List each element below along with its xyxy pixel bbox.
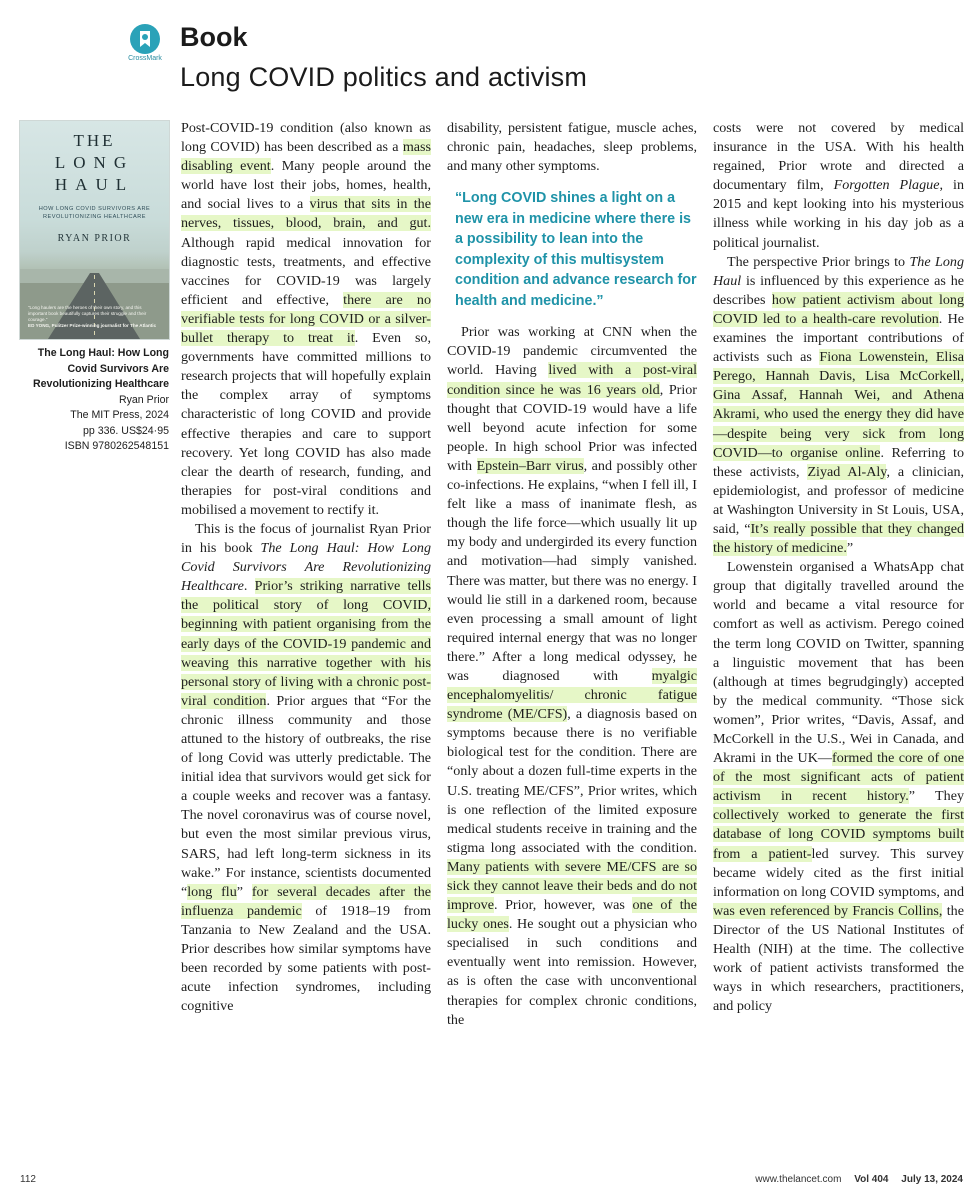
book-cover xyxy=(20,121,169,339)
cover-title-haul: HAUL xyxy=(54,175,135,194)
highlighted-text: Fiona Lowenstein, Elisa Perego, Hannah Davis, Lisa McCorkell, Gina Assaf, Hannah Wei, and Athena Akrami, who used the energy they did have—despite being very sick from long COVID—to organise online xyxy=(713,349,965,461)
highlighted-text: myalgic encephalomyelitis/ chronic fatigue syndrome (ME/CFS) xyxy=(447,667,697,723)
article-column-1 xyxy=(181,119,431,1016)
section-label: Book xyxy=(180,22,248,52)
pull-quote: “Long COVID shines a light on a new era in medicine where there is a possibility to lean into the complexity of this multisystem condition and advance research for health and medicine.” xyxy=(455,190,697,309)
journal-volume: Vol 404 xyxy=(854,1174,889,1185)
highlighted-text: mass disabling event xyxy=(181,139,431,175)
italic-text: Forgotten Plague xyxy=(833,177,940,194)
cover-author: RYAN PRIOR xyxy=(57,233,132,244)
italic-text: The Long Haul xyxy=(713,253,964,289)
highlighted-text: Epstein–Barr virus xyxy=(476,457,584,474)
paragraph: This is the focus of journalist Ryan Prior in his book The Long Haul: How Long Covid Survivors Are Revolutionizing Healthcare. Prior’s striking narrative tells the political story of long COVID, beginning with patient organising from the early days of the COVID-19 pandemic and weaving this narrative together with his personal story of living with a chronic post-viral condition. Prior argues that “For the chronic illness community and those attuned to the history of outbreaks, the rise of long Covid was utterly predictable. The initial idea that survivors would get sick for a couple weeks and recover was a fantasy. The novel coronavirus was of course novel, but even the most similar previous virus, SARS, had left long-term sickness in its wake.” For instance, scientists documented “long flu” for several decades after the influenza pandemic of 1918–19 from Tanzania to New Zealand and the USA. Prior describes how similar symptoms have been recorded by some patients with post-acute infection syndromes, including cognitive xyxy=(181,520,431,1015)
book-info-author: Ryan Prior xyxy=(118,393,169,406)
journal-date: July 13, 2024 xyxy=(901,1174,963,1185)
highlighted-text: lived with a post-viral condition since he was 16 years old xyxy=(447,362,698,398)
paragraph: Post-COVID-19 condition (also known as long COVID) has been described as a mass disabling event. Many people around the world have lost their jobs, homes, health, and social lives to a virus that sits in the nerves, tissues, blood, brain, and gut. Although rapid medical innovation for diagnostic tests, treatments, and effective vaccines for COVID-19 was largely efficient and effective, there are no verifiable tests for long COVID or a silver-bullet therapy to treat it. Even so, governments have committed millions to research projects that will hopefully explain the complex array of symptoms characteristic of long COVID and provide effective therapies and care to support recovery. Yet long COVID has also made clear the dearth of research, funding, and therapies for post-viral conditions and mobilised a movement to rectify it. xyxy=(181,120,432,518)
highlighted-text: long flu xyxy=(187,883,237,900)
journal-website-link[interactable]: www.thelancet.com xyxy=(755,1174,842,1185)
crossmark-label: CrossMark xyxy=(128,55,162,62)
highlighted-text: beginning with patient organising from the early days of the COVID-19 pandemic and weaving this narrative together with his personal story of living with a chronic post-viral condition xyxy=(181,616,431,709)
book-info-isbn: ISBN 9780262548151 xyxy=(64,440,169,452)
highlighted-text: formed the core of one of the most significant acts of patient activism in recent history. xyxy=(713,750,964,805)
highlighted-text: was even referenced by Francis Collins, xyxy=(713,902,943,919)
book-info xyxy=(20,346,169,455)
highlighted-text: how patient activism about long COVID led to a health-care revolution xyxy=(713,291,965,327)
paragraph: Prior was working at CNN when the COVID-19 pandemic circumvented the world. Having lived with a post-viral condition since he was 16 years old, Prior thought that COVID-19 would have a life well beyond acute infection for some people. In high school Prior was infected with Epstein–Barr virus, and possibly other co-infections. He explains, “when I fell ill, I felt like a mass of inanimate flesh, as though the life force—which usually lit up my body and undergirded its every function and motivation—had simply vanished. There was matter, but there was no energy. I would lie still in a darkened room, because even processing a small amount of light required internal energy that was no longer there.” After a long medical odyssey, he was diagnosed with myalgic encephalomyelitis/ chronic fatigue syndrome (ME/CFS), a diagnosis based on symptoms because there is no verifiable biological test for the condition. There are “only about a dozen full-time experts in the U.S. treating ME/CFS”, Prior writes, which is one reflection of the limited exposure medical students receive in training and the stigma long associated with the condition. Many patients with severe ME/CFS are so sick they cannot leave their beds and do not improve. Prior, however, was one of the lucky ones. He sought out a physician who specialised in such conditions and eventually went into remission. However, as is often the case with unconventional therapies for complex chronic conditions, the xyxy=(447,324,698,1028)
italic-text: The Long Haul: How Long Covid Survivors Are Revolutionizing Healthcare xyxy=(181,540,431,595)
page-number: 112 xyxy=(20,1174,36,1185)
paragraph: disability, persistent fatigue, muscle aches, chronic pain, headaches, sleep problems, and many other symptoms. xyxy=(447,120,697,175)
highlighted-text: Ziyad Al-Aly xyxy=(807,463,887,480)
paragraph: Lowenstein organised a WhatsApp chat group that digitally travelled around the world and became a vital resource for comfort as well as activism. Perego coined the term long COVID on Twitter, spanning a linguistic movement that has been (although at times begrudgingly) accepted by the medical community. “Those sick women”, Prior writes, “Davis, Assaf, and McCorkell in the U.S., Wei in Canada, and Akrami in the UK—formed the core of one of the most significant acts of patient activism in recent history.” They collectively worked to generate the first database of long COVID symptoms built from a patient-led survey. This survey became widely cited as the first initial information on long COVID symptoms, and was even referenced by Francis Collins, the Director of the US National Institutes of Health (NIH) at the time. The collective work of patient activists transformed the ways in which researchers, practitioners, and policy xyxy=(713,559,965,1015)
highlighted-text: for several decades after the influenza pandemic xyxy=(181,883,431,919)
crossmark-logo[interactable] xyxy=(128,24,162,62)
cover-title-long: LONG xyxy=(54,153,135,172)
cover-blurb xyxy=(28,305,161,329)
crossmark-icon xyxy=(130,24,160,54)
highlighted-text: one of the lucky ones xyxy=(447,897,697,933)
highlighted-text: collectively worked to generate the first database of long COVID symptoms built from a patient- xyxy=(713,807,964,862)
highlighted-text: there are no verifiable tests for long COVID or a silver-bullet therapy to treat it xyxy=(181,291,431,347)
journal-footer xyxy=(755,1174,963,1185)
cover-blurb-quote: “Long haulers are the heroes of their own story, and this important book beautifully captures their struggle and their courage.” xyxy=(28,305,147,322)
paragraph: The perspective Prior brings to The Long Haul is influenced by this experience as he describes how patient activism about long COVID led to a health-care revolution. He examines the important contributions of activists such as Fiona Lowenstein, Elisa Perego, Hannah Davis, Lisa McCorkell, Gina Assaf, Hannah Wei, and Athena Akrami, who used the energy they did have—despite being very sick from long COVID—to organise online. Referring to these activists, Ziyad Al-Aly, a clinician, epidemiologist, and professor of medicine at Washington University in St Louis, USA, said, “It’s really possible that they changed the history of medicine.” xyxy=(713,253,965,557)
highlighted-text: It’s really possible that they changed the history of medicine. xyxy=(713,520,964,557)
cover-blurb-attribution: ED YONG, Pulitzer Prize-winning journalist for The Atlantic xyxy=(28,323,157,328)
paragraph: costs were not covered by medical insurance in the USA. With his health regained, Prior wrote and directed a documentary film, Forgotten Plague, in 2015 and kept looking into his mysterious illness while working in his day job as a political journalist. xyxy=(713,120,964,251)
highlighted-text: virus that sits in the nerves, tissues, blood, brain, and gut. xyxy=(181,196,431,232)
article-column-2 xyxy=(447,119,697,1030)
page-title: Long COVID politics and activism xyxy=(180,62,588,92)
highlighted-text: Prior’s striking narrative tells the political story of long COVID, xyxy=(181,578,431,614)
cover-title-the: THE xyxy=(73,131,116,150)
highlighted-text: Many patients with severe ME/CFS are so sick they cannot leave their beds and do not improve xyxy=(447,858,697,914)
cover-subtitle: HOW LONG COVID SURVIVORS ARE REVOLUTIONIZING HEALTHCARE xyxy=(38,206,151,220)
book-info-pages-price: pp 336. US$24·95 xyxy=(83,424,169,437)
book-info-title: The Long Haul: How Long Covid Survivors Are Revolutionizing Healthcare xyxy=(33,347,169,390)
article-column-3 xyxy=(713,119,964,1016)
book-info-publisher: The MIT Press, 2024 xyxy=(70,409,169,421)
